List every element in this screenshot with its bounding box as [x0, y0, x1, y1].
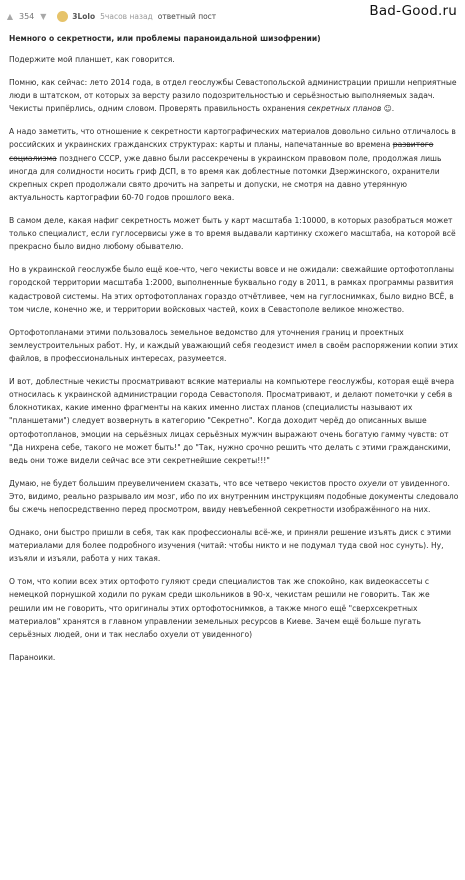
reply-post-tag[interactable]: ответный пост: [157, 11, 217, 21]
paragraph-2: [9, 76, 459, 116]
post-header: [0, 0, 465, 32]
paragraph-11: Параноики.: [9, 652, 56, 662]
rating-score: 354: [19, 11, 35, 21]
text-span: от увиденного. Это, видимо, реально разрывало им мозг, ибо по их внутренним инструкциям подобные документы следовало бы сжечь непосредственно перед просмотром, ввиду невъебенной секретности изображённого на них.: [9, 478, 459, 515]
author-name[interactable]: 3Lolo: [72, 11, 96, 21]
paragraph-8: [9, 477, 459, 517]
emphasis-text: охуели: [358, 478, 387, 488]
post-time[interactable]: 5часов назад: [100, 11, 153, 21]
post-body: [0, 32, 465, 664]
site-watermark: Bad-Good.ru: [369, 3, 457, 19]
post-title: Немного о секретности, или проблемы параноидальной шизофрении): [9, 34, 321, 43]
paragraph-9: Однако, они быстро пришли в себя, так как профессионалы всё-же, и приняли решение изъять диск с этими материалами для более подробного изучения (читай: чтобы никто и не подумал туда свой нос сунуть). Ну, изъяли и изъяли, работа у них такая.: [9, 528, 452, 564]
vote-widget: [4, 10, 49, 22]
text-span: А надо заметить, что отношение к секретности картографических материалов довольно сильно отличалось в российских и украинских гражданских структурах: карты и планы, напечатанные во времена: [9, 127, 456, 150]
paragraph-6: Ортофотопланами этими пользовалось земельное ведомство для уточнения границ и проектных землеустроительных работ. Ну, и каждый уважающий себя геодезист имел в своём распоряжении копии этих файлов, в профессиональных интересах, разумеется.: [9, 327, 459, 364]
avatar[interactable]: [57, 11, 68, 22]
strikethrough-text: развитого социализма: [9, 140, 434, 163]
paragraph-5: Но в украинской геослужбе было ещё кое-что, чего чекисты вовсе и не ожидали: свежайшие ортофотопланы городской территории масштаба 1:2000, выполненные буквально году в 2011, в рамках программы развития кадастровой системы. На этих ортофотопланах гораздо отчётливее, чем на гуглоснимках, было видно ВСЁ, в том числе, конечно же, и территории войсковых частей, коих в Севастополе великое множество.: [9, 265, 454, 314]
paragraph-1: Подержите мой планшет, как говорится.: [9, 55, 175, 65]
paragraph-3: [9, 125, 459, 204]
paragraph-7: И вот, доблестные чекисты просматривают всякие материалы на компьютере геослужбы, которая ещё вчера относилась к украинской администрации города Севастополя. Просматривают, и делают пометочки у себя в блокнотиках, какие именно фрагменты на каких именно листах планов (специалисты называют их "планшетами") следует возвернуть в категорию "Секретно". Когда доходит черёд до описанных выше ортофотопланов, эмоции на серьёзных лицах серьёзных мужчин выражают очень богатую гамму чувств: от "Да нихрена себе, такого не может быть!" до "Так, нужно срочно решить что делать с этими гражданскими, ведь они тоже видели сейчас все эти секретнейшие секреты!!!": [9, 376, 455, 466]
text-span: ☺.: [381, 104, 395, 114]
emphasis-text: секретных планов: [307, 104, 382, 114]
paragraph-10: О том, что копии всех этих ортофото гуляют среди специалистов так же спокойно, как видеокассеты с немецкой порнушкой ходили по рукам среди школьников в 90-х, чекистам решили не говорить. Так же решили им не говорить, что оригиналы этих ортофотоснимков, а также много ещё "сверхсекретных материалов" хранятся в главном управлении земельных ресурсов в Киеве. Зачем ещё больше пугать серьёзных людей, они и так неслабо охуели от увиденного): [9, 577, 430, 640]
upvote-icon[interactable]: ▲: [6, 11, 14, 21]
downvote-icon[interactable]: ▼: [40, 11, 47, 21]
text-span: Помню, как сейчас: лето 2014 года, в отдел геослужбы Севастопольской администрации пришли неприятные люди в штатском, от которых за версту разило подозрительностью и серьёзностью выполняемых задач. Чекисты припёрлись, одним словом. Проверять правильность охранения: [9, 78, 457, 114]
paragraph-4: В самом деле, какая нафиг секретность может быть у карт масштаба 1:10000, в которых разобраться может только специалист, если гуглосервисы уже в то время выдавали картинку схожего масштаба, на которой всё прекрасно было видно любому обывателю.: [9, 216, 456, 252]
text-span: Думаю, не будет большим преувеличением сказать, что все четверо чекистов просто: [9, 478, 359, 488]
text-span: позднего СССР, уже давно были рассекречены в украинском правовом поле, продолжая лишь иногда для солидности носить гриф ДСП, в то время как доблестные потомки Дзержинского, охранители скрепных скреп продолжали свято дрочить на запреты и допуски, не смотря на давно утерянную актуальность картографии 60-70 годов прошлого века.: [9, 153, 442, 203]
